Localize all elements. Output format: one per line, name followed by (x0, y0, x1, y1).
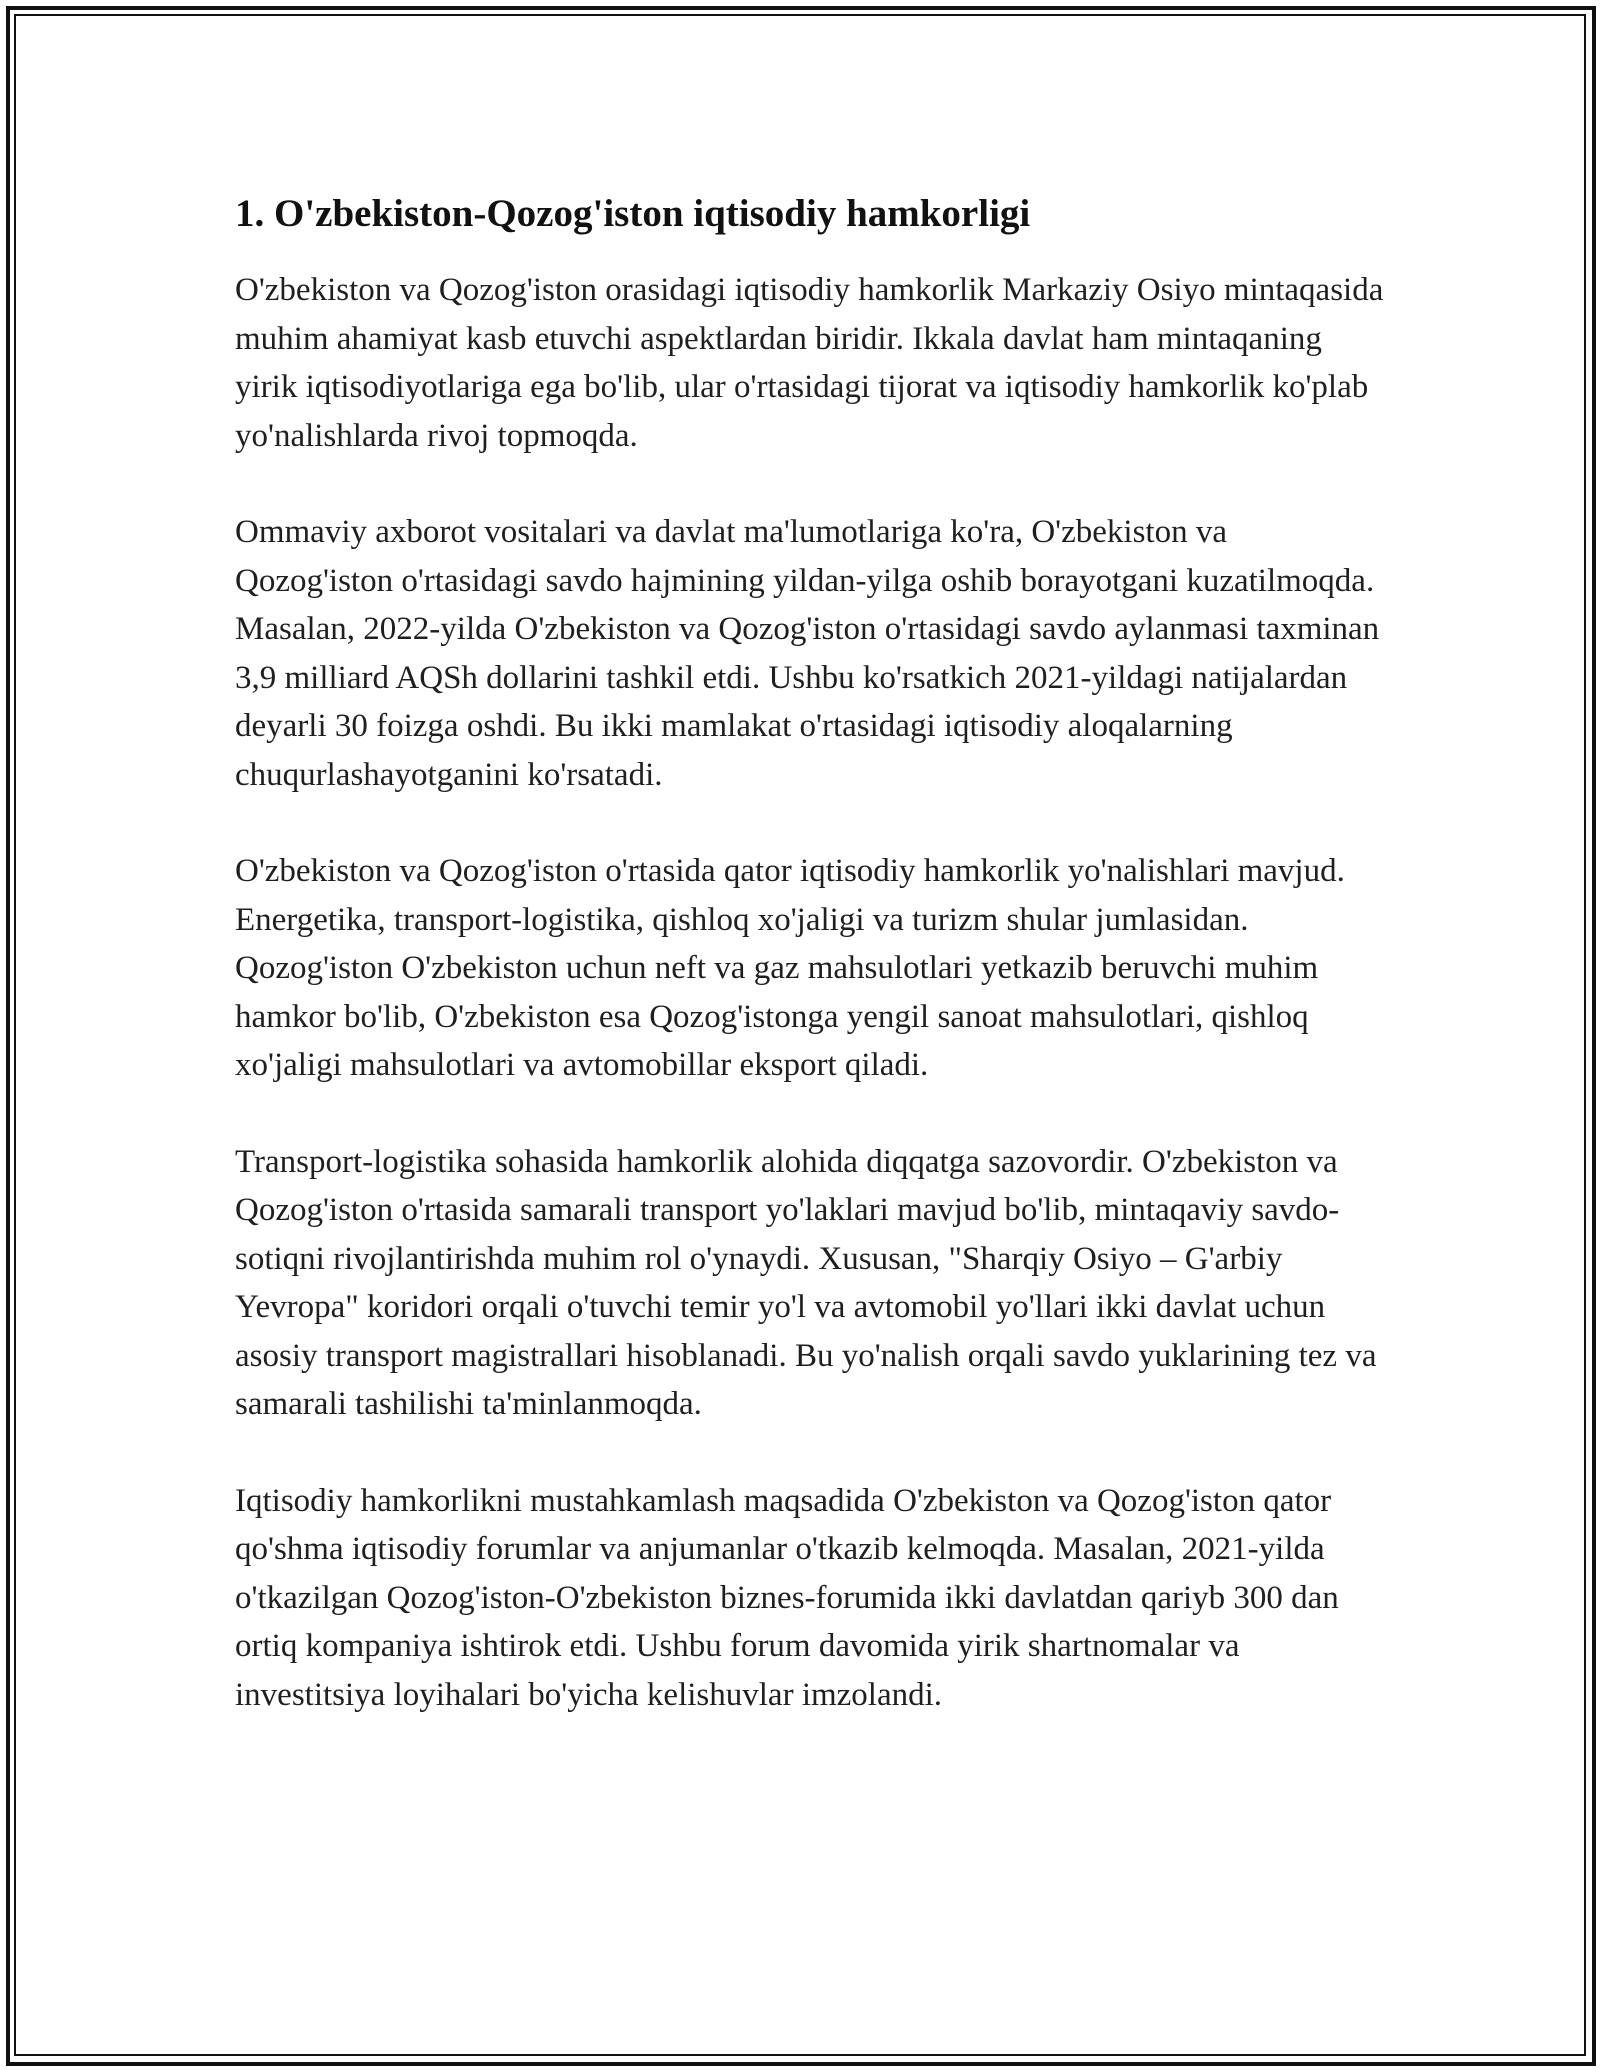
document-body (235, 188, 1385, 1767)
section-heading: 1. O'zbekiston-Qozog'iston iqtisodiy hamkorligi (235, 192, 1031, 235)
paragraph-1: O'zbekiston va Qozog'iston orasidagi iqtisodiy hamkorlik Markaziy Osiyo mintaqasida muhim ahamiyat kasb etuvchi aspektlardan biridir. Ikkala davlat ham mintaqaning yirik iqtisodiyotlariga ega bo'lib, ular o'rtasidagi tijorat va iqtisodiy hamkorlik ko'plab yo'nalishlarda rivoj topmoqda. (235, 272, 1384, 454)
paragraph-3: O'zbekiston va Qozog'iston o'rtasida qator iqtisodiy hamkorlik yo'nalishlari mavjud. Energetika, transport-logistika, qishloq xo'jaligi va turizm shular jumlasidan. Qozog'iston O'zbekiston uchun neft va gaz mahsulotlari yetkazib beruvchi muhim hamkor bo'lib, O'zbekiston esa Qozog'istonga yengil sanoat mahsulotlari, qishloq xo'jaligi mahsulotlari va avtomobillar eksport qiladi. (235, 853, 1345, 1083)
paragraph-4: Transport-logistika sohasida hamkorlik alohida diqqatga sazovordir. O'zbekiston va Qozog'iston o'rtasida samarali transport yo'laklari mavjud bo'lib, mintaqaviy savdo-sotiqni rivojlantirishda muhim rol o'ynaydi. Xususan, "Sharqiy Osiyo – G'arbiy Yevropa" koridori orqali o'tuvchi temir yo'l va avtomobil yo'llari ikki davlat uchun asosiy transport magistrallari hisoblanadi. Bu yo'nalish orqali savdo yuklarining tez va samarali tashilishi ta'minlanmoqda. (235, 1143, 1377, 1422)
paragraph-2: Ommaviy axborot vositalari va davlat ma'lumotlariga ko'ra, O'zbekiston va Qozog'iston o'rtasidagi savdo hajmining yildan-yilga oshib borayotgani kuzatilmoqda. Masalan, 2022-yilda O'zbekiston va Qozog'iston o'rtasidagi savdo aylanmasi taxminan 3,9 milliard AQSh dollarini tashkil etdi. Ushbu ko'rsatkich 2021-yildagi natijalardan deyarli 30 foizga oshdi. Bu ikki mamlakat o'rtasidagi iqtisodiy aloqalarning chuqurlashayotganini ko'rsatadi. (235, 514, 1380, 793)
paragraph-5: Iqtisodiy hamkorlikni mustahkamlash maqsadida O'zbekiston va Qozog'iston qator qo'shma iqtisodiy forumlar va anjumanlar o'tkazib kelmoqda. Masalan, 2021-yilda o'tkazilgan Qozog'iston-O'zbekiston biznes-forumida ikki davlatdan qariyb 300 dan ortiq kompaniya ishtirok etdi. Ushbu forum davomida yirik shartnomalar va investitsiya loyihalari bo'yicha kelishuvlar imzolandi. (235, 1482, 1339, 1713)
